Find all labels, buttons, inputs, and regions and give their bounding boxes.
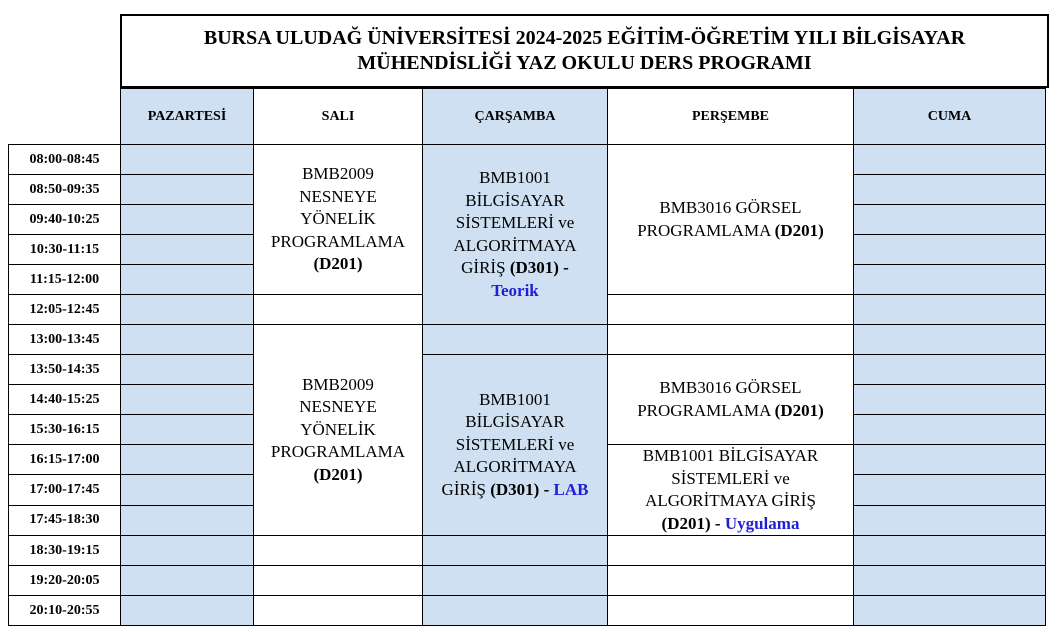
time-cell: 14:40-15:25: [9, 385, 121, 415]
slot-cell: [121, 325, 254, 355]
slot-cell: [121, 175, 254, 205]
slot-cell: [121, 475, 254, 505]
course-code: BMB1001 BİLGİSAYAR: [642, 446, 819, 465]
course-name-line: SİSTEMLERİ ve: [455, 213, 575, 232]
course-code: BMB1001: [479, 389, 551, 409]
course-block-persembe-afternoon-2: [608, 445, 854, 536]
course-separator: -: [539, 479, 554, 499]
slot-cell: [423, 536, 608, 566]
time-cell: 09:40-10:25: [9, 205, 121, 235]
course-name-line: PROGRAMLAMA: [637, 400, 775, 420]
slot-cell: [121, 536, 254, 566]
course-name-line: PROGRAMLAMA: [270, 442, 406, 462]
title-line-2: MÜHENDİSLİĞİ YAZ OKULU DERS PROGRAMI: [357, 52, 812, 74]
time-cell: 19:20-20:05: [9, 566, 121, 596]
course-room: (D201): [774, 400, 824, 420]
course-room: (D201): [774, 220, 824, 240]
course-name-line: GİRİŞ: [461, 258, 506, 277]
slot-cell: [854, 536, 1046, 566]
time-row: [9, 596, 1046, 626]
slot-cell: [121, 205, 254, 235]
course-block-sali-afternoon: [254, 325, 423, 536]
slot-cell: [854, 325, 1046, 355]
time-row: [9, 145, 1046, 175]
slot-cell: [854, 145, 1046, 175]
course-room: (D201): [313, 464, 363, 484]
time-cell: 12:05-12:45: [9, 295, 121, 325]
slot-cell: [121, 385, 254, 415]
slot-cell: [854, 505, 1046, 535]
slot-cell: [854, 415, 1046, 445]
slot-cell: [854, 205, 1046, 235]
title-line-1: BURSA ULUDAĞ ÜNİVERSİTESİ 2024-2025 EĞİTİM-ÖĞRETİM YILI BİLGİSAYAR: [203, 27, 966, 49]
course-separator: -: [710, 513, 725, 533]
course-name-line: NESNEYE: [299, 397, 377, 417]
course-name-line: ALGORİTMAYA: [453, 235, 577, 255]
course-block-persembe-afternoon-1: [608, 355, 854, 445]
time-row: [9, 325, 1046, 355]
slot-cell: [121, 445, 254, 475]
schedule-table: [8, 88, 1046, 626]
course-name-line: GİRİŞ: [441, 479, 486, 499]
slot-cell: [423, 596, 608, 626]
course-room: (D301): [509, 258, 559, 277]
page-title: [120, 14, 1049, 88]
course-name-line: BİLGİSAYAR: [465, 412, 565, 432]
slot-cell: [121, 235, 254, 265]
slot-cell: [121, 145, 254, 175]
day-header-persembe: PERŞEMBE: [608, 89, 854, 145]
course-code: BMB1001: [479, 168, 551, 187]
time-cell: 15:30-16:15: [9, 415, 121, 445]
course-block-carsamba-morning: [423, 145, 608, 325]
slot-cell: [854, 175, 1046, 205]
slot-cell: [254, 596, 423, 626]
slot-cell: [608, 596, 854, 626]
course-room: (D201): [661, 513, 711, 533]
course-name-line: ALGORİTMAYA: [453, 457, 577, 477]
course-name-line: YÖNELİK: [300, 209, 376, 229]
course-code: BMB2009: [302, 164, 374, 184]
time-cell: 18:30-19:15: [9, 536, 121, 566]
course-name-line: NESNEYE: [299, 186, 377, 206]
course-block-carsamba-afternoon: [423, 355, 608, 536]
time-cell: 11:15-12:00: [9, 265, 121, 295]
course-name-line: SİSTEMLERİ ve: [455, 434, 575, 454]
slot-cell: [854, 235, 1046, 265]
course-name-line: SİSTEMLERİ ve: [671, 468, 790, 488]
time-row: [9, 566, 1046, 596]
slot-cell: [121, 566, 254, 596]
slot-cell: [121, 295, 254, 325]
course-name-line: YÖNELİK: [300, 419, 376, 439]
course-room: (D201): [313, 254, 363, 274]
day-header-pazartesi: PAZARTESİ: [121, 89, 254, 145]
course-room: (D301): [490, 479, 540, 499]
time-cell: 17:45-18:30: [9, 505, 121, 535]
course-name-line: PROGRAMLAMA: [637, 220, 775, 240]
course-block-persembe-morning: [608, 145, 854, 295]
slot-cell: [854, 295, 1046, 325]
time-cell: 13:00-13:45: [9, 325, 121, 355]
slot-cell: [854, 445, 1046, 475]
slot-cell: [608, 295, 854, 325]
header-row: [9, 89, 1046, 145]
slot-cell: [423, 566, 608, 596]
time-cell: 08:50-09:35: [9, 175, 121, 205]
slot-cell: [121, 265, 254, 295]
slot-cell: [608, 536, 854, 566]
slot-cell: [854, 475, 1046, 505]
slot-cell: [854, 385, 1046, 415]
time-cell: 17:00-17:45: [9, 475, 121, 505]
slot-cell: [854, 566, 1046, 596]
course-name-line: PROGRAMLAMA: [270, 231, 406, 251]
course-name-line: BİLGİSAYAR: [465, 190, 565, 210]
slot-cell: [254, 295, 423, 325]
course-type-tag: Uygulama: [724, 513, 800, 533]
time-cell: 16:15-17:00: [9, 445, 121, 475]
time-cell: 08:00-08:45: [9, 145, 121, 175]
course-code: BMB3016 GÖRSEL: [659, 378, 802, 397]
slot-cell: [254, 566, 423, 596]
slot-cell: [121, 596, 254, 626]
slot-cell: [423, 325, 608, 355]
slot-cell: [254, 536, 423, 566]
course-code: BMB3016 GÖRSEL: [659, 198, 802, 217]
slot-cell: [121, 415, 254, 445]
time-cell: 10:30-11:15: [9, 235, 121, 265]
slot-cell: [854, 355, 1046, 385]
corner-cell: [9, 89, 121, 145]
day-header-carsamba: ÇARŞAMBA: [423, 89, 608, 145]
slot-cell: [854, 265, 1046, 295]
time-row: [9, 355, 1046, 385]
slot-cell: [121, 505, 254, 535]
day-header-sali: SALI: [254, 89, 423, 145]
slot-cell: [121, 355, 254, 385]
course-type-tag: Teorik: [491, 280, 539, 300]
slot-cell: [608, 566, 854, 596]
slot-cell: [608, 325, 854, 355]
course-block-sali-morning: [254, 145, 423, 295]
time-row: [9, 536, 1046, 566]
slot-cell: [854, 596, 1046, 626]
day-header-cuma: CUMA: [854, 89, 1046, 145]
course-code: BMB2009: [302, 374, 374, 394]
course-separator: -: [558, 258, 569, 277]
time-cell: 20:10-20:55: [9, 596, 121, 626]
time-cell: 13:50-14:35: [9, 355, 121, 385]
course-name-line: ALGORİTMAYA GİRİŞ: [645, 491, 816, 510]
course-type-tag: LAB: [553, 479, 589, 499]
